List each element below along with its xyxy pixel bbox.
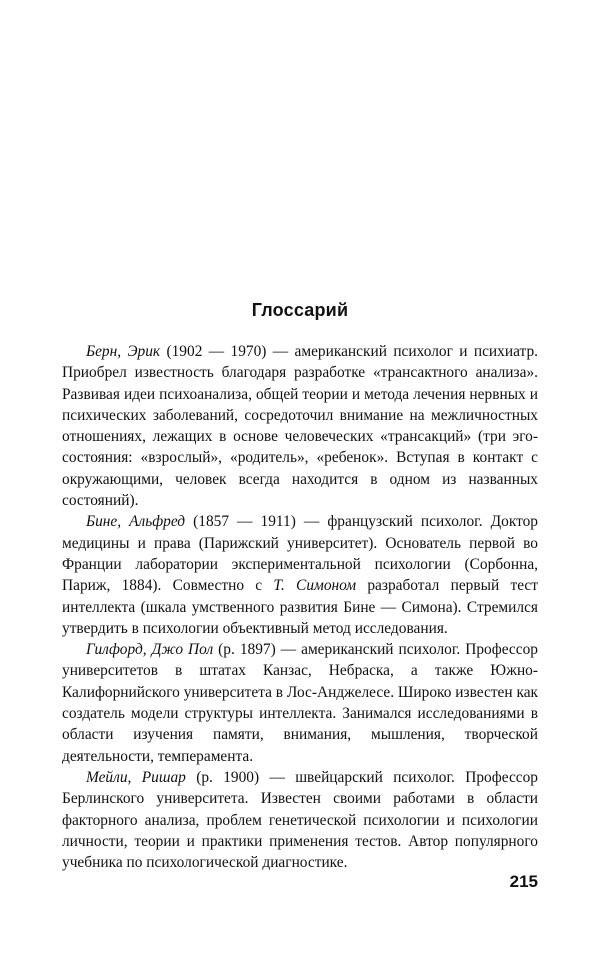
glossary-entry-meili: [62, 767, 538, 873]
glossary-entry-bern: [62, 341, 538, 511]
page-number: 215: [509, 872, 538, 891]
glossary-entry-binet: [62, 511, 538, 639]
entry-text: (р. 1900) — швейцарский психолог. Профессор Берлинского университета. Известен своими работами в области факторного анализа, проблем генетической психологии и психологии личности, теории и практики применения тестов. Автор популярного учебника по психологической диагностике.: [62, 768, 538, 872]
entry-name: Гилфорд, Джо Пол: [86, 641, 214, 659]
entry-name: Мейли, Ришар: [86, 768, 186, 786]
entry-text: (1902 — 1970) — американский психолог и психиатр. Приобрел известность благодаря разработке «трансактного анализа». Развивая идеи психоанализа, общей теории и метода лечения нервных и психических заболеваний, сосредоточил внимание на межличностных отношениях, лежащих в основе человеческих «трансакций» (три эго-состояния: «взрослый», «родитель», «ребенок». Вступая в контакт с окружающими, человек всегда находится в одном из названных состояний).: [62, 343, 538, 510]
glossary-entry-guilford: [62, 639, 538, 767]
entry-cross-reference: Т. Симоном: [273, 577, 357, 595]
entry-name: Бине, Альфред: [86, 513, 186, 531]
entry-text: (р. 1897) — американский психолог. Профессор университетов в штатах Канзас, Небраска, а также Южно-Калифорнийского университета в Лос-Анджелесе. Широко известен как создатель модели структуры интеллекта. Занимался исследованиями в области изучения памяти, внимания, мышления, творческой деятельности, темперамента.: [62, 641, 539, 765]
entry-name: Берн, Эрик: [86, 343, 161, 360]
entry-text-continued: разработал первый тест интеллекта (шкала умственного развития Бине — Симона). Стремился утвердить в психологии объективный метод исследования.: [62, 577, 538, 637]
page-title: Глоссарий: [251, 300, 349, 320]
glossary-entries: [62, 341, 538, 873]
entry-text: (1857 — 1911) — французский психолог. Доктор медицины и права (Парижский университет). Основатель первой во Франции лаборатории экспериментальной психологии (Сорбонна, Париж, 1884). Совместно с: [62, 513, 539, 595]
